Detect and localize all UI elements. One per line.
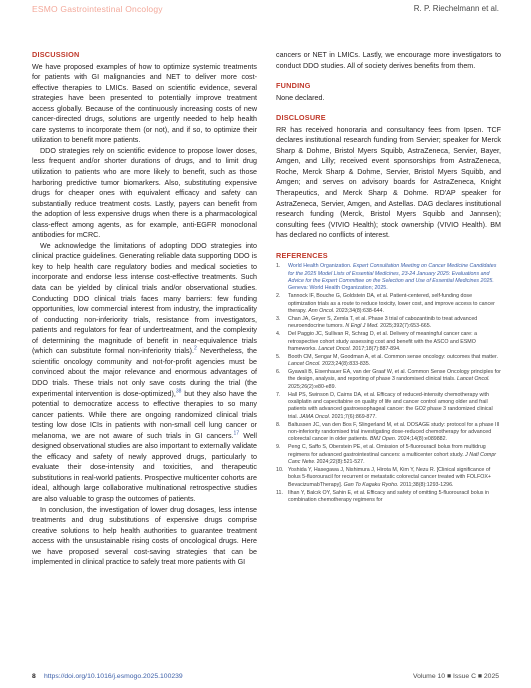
- reference-authors-title: Peng C, Saffo S, Oberstein PE, et al. Omission of 5-fluorouracil bolus from multidrug regimens for advanced gastrointestinal cancers: a multicenter cohort study.: [288, 444, 486, 458]
- reference-number: 10.: [276, 466, 284, 473]
- reference-citation: 2011;38(8):1293-1296.: [398, 481, 454, 488]
- reference-item[interactable]: [276, 467, 501, 489]
- reference-authors-title: Tannock IF, Bouche G, Goldstein DA, et al. Patient-centered, self-funding dose optimization trials as a route to reduce toxicity, lower cost, and improve access to cancer therapy.: [288, 293, 495, 314]
- reference-citation: 2023;34(8):638-644.: [334, 307, 384, 314]
- reference-item[interactable]: [276, 263, 501, 292]
- reference-authors-title: Gyawali B, Eisenhauer EA, van der Graaf W, et al. Common Sense Oncology principles for the design, analysis, and reporting of phase 3 randomised clinical trials.: [288, 369, 501, 383]
- reference-item[interactable]: [276, 331, 501, 353]
- reference-citation: 2021;7(6):869-877.: [330, 413, 377, 420]
- reference-text: [288, 316, 477, 329]
- reference-journal: JAMA Oncol.: [299, 413, 331, 420]
- journal-name: ESMO Gastrointestinal Oncology: [32, 4, 163, 14]
- reference-number: 4.: [276, 331, 281, 338]
- reference-text: [288, 467, 491, 488]
- references-heading: REFERENCES: [276, 250, 328, 260]
- reference-text: [288, 392, 493, 420]
- funding-text: None declared.: [276, 93, 325, 102]
- volume-issue: Volume 10 ■ Issue C ■ 2025: [412, 673, 499, 680]
- reference-journal: Ann Oncol.: [308, 307, 335, 314]
- disclosure-text: RR has received honoraria and consultancy fees from Ipsen. TCF declares institutional research funding from Servier; speaker for Merck Sharp & Dohme, Bristol Myers Squibb, AstraZeneca, Servier, Bayer, Amgen, and Lilly; received event sponsorships from AstraZeneca, Roche, Merck Sharp & Dohme, Servier, Bristol Myers Squibb, and Amgen; and serves on advisory boards for AstraZeneca, Knight Therapeutics, and Merck Sharp & Dohme. RD'AP speaker for AstraZeneca, Servier, Amgen, and Astellas. DAG declares institutional research funding (Merck, Bristol Myers Squibb and Jannsen); consulting fees (VIVIO Health); stock ownership (VIVIO Health). BM has declared no conflicts of interest.: [276, 125, 501, 240]
- discussion-heading: DISCUSSION: [32, 50, 80, 59]
- reference-citation: 2025;26(2):e80-e89.: [288, 383, 337, 390]
- reference-text: [288, 369, 501, 390]
- reference-text: [288, 263, 496, 291]
- left-column: [32, 50, 257, 568]
- reference-journal: Lancet Oncol.: [457, 376, 490, 383]
- reference-text: [288, 422, 499, 443]
- reference-number: 5.: [276, 353, 281, 360]
- citation-link[interactable]: 2: [193, 345, 197, 352]
- discussion-paragraph-3: [32, 241, 257, 505]
- reference-journal: Lancet Oncol.: [288, 361, 321, 368]
- reference-item[interactable]: [276, 354, 501, 369]
- reference-journal: N Engl J Med.: [345, 323, 379, 330]
- reference-authors-title: Del Paggio JC, Sullivan R, Schrag D, et al. Delivery of meaningful cancer care: a retrospective cohort study assessing cost and benefit with the ASCO and ESMO frameworks.: [288, 331, 478, 352]
- discussion-paragraph-3c-text: but they also have the potential to democratize access to effective therapies to so many cancer patients. While there are ongoing randomized clinical trials testing low dose ICIs in patients with non-small cell lung cancer or melanoma, we are not aware of such trials in GI cancers.: [32, 389, 257, 440]
- right-column: [276, 50, 501, 505]
- reference-authors-title: Yoshida Y, Hasegawa J, Nishimura J, Hirota M, Kim Y, Nezu R. [Clinical significance of bolus 5-fluorouracil for recurrent or metastatic colorectal cancer treated with FOLFOX+ BevacizumabTherapy].: [288, 466, 491, 488]
- reference-text: [288, 354, 498, 367]
- reference-number: 1.: [276, 263, 281, 270]
- discussion-paragraph-2: DDO strategies rely on scientific evidence to propose lower doses, less frequent and/or shorter durations of drugs, and to limit drug utilization to patients who are more likely to benefit, such as those harboring predictive tumor biomarkers. Also, substituting expensive drugs for cheaper ones with equivalent efficacy and safety can substantially reduce treatment costs. Lastly, payers can benefit from the adoption of less expensive drugs when there is a pharmacological class-effect among agents, as for example, anti-EGFR monoclonal antibodies for mCRC.: [32, 146, 257, 240]
- reference-citation: 2024;14(8):e089882.: [396, 436, 448, 443]
- reference-item[interactable]: [276, 444, 501, 466]
- discussion-paragraph-3-text: We acknowledge the limitations of adopting DDO strategies into clinical practice guidelines. Generating reliable data supporting DDO is key to help health care regulatory bodies and medical societies to incorporate and endorse less intense cost-effective treatments. Such data can be yielded by clinical trials and/or observational studies. Conducting DDO clinical trials faces many barriers: few funding opportunities, low commercial interest from industry, the impracticality of conducting non-inferiority trials, resistance from investigators, patients and regulators for fear of undertreatment, and the complexity of determining the magnitude of benefit in near-equivalence trials (which can substitute formal non-inferiority trials).: [32, 241, 257, 356]
- page-header: [0, 0, 531, 18]
- reference-number: 11.: [276, 489, 283, 496]
- reference-number: 6.: [276, 369, 281, 376]
- reference-text: [288, 444, 496, 465]
- reference-journal: Expert Consultation Meeting on Cancer Medicine Candidates for the 2025 Model Lists of Essential Medicines, 23-24 January 2025: Evaluations and Advice for the Expert Committee on the Selection and Use of Essential Medicines 2025.: [288, 263, 497, 284]
- reference-text: [288, 293, 495, 314]
- reference-number: 7.: [276, 391, 281, 398]
- reference-authors-title: World Health Organization.: [288, 263, 353, 270]
- reference-number: 9.: [276, 444, 281, 451]
- citation-link[interactable]: 38: [175, 388, 182, 395]
- reference-item[interactable]: [276, 316, 501, 331]
- reference-item[interactable]: [276, 490, 501, 505]
- doi-link[interactable]: https://doi.org/10.1016/j.esmogo.2025.100239: [44, 673, 183, 680]
- discussion-paragraph-1: We have proposed examples of how to optimize systemic treatments for patients with GI malignancies and NET to deliver more cost-effective therapies to LMICs. Based on scientific evidence, several strategies have been presented to potentially improve treatment access globally. Because of the continuously increasing costs of new cancer-directed drugs, solutions are urgently needed to help health care systems to incorporate them (or not), and if so, to optimize their utilization to benefit more patients.: [32, 62, 257, 145]
- page-number: 8: [32, 673, 36, 680]
- reference-journal: BMJ Open.: [369, 436, 397, 443]
- references-list: [276, 263, 501, 504]
- funding-heading: FUNDING: [276, 81, 311, 91]
- reference-authors-title: Ilhan Y, Balcık OY, Sahin E, et al. Efficacy and safety of omitting 5-fluorouracil bolus in combination chemotherapy regimens for: [288, 489, 490, 503]
- reference-citation: 2023;24(8):833-835.: [320, 361, 371, 368]
- reference-authors-title: Hall PS, Swinson D, Cairns DA, et al. Efficacy of reduced-intensity chemotherapy with oxaliplatin and capecitabine on quality of life and cancer control among older and frail patients with advanced gastroesophageal cancer: the GO2 phase 3 randomized clinical trial.: [288, 391, 493, 420]
- reference-number: 3.: [276, 315, 281, 322]
- discussion-paragraph-3d-text: Well designed observational studies are also important to externally validate the efficacy and safety of newly approved drugs, particularly to evaluate their dose-intensity and toxicities, and therapeutic substitutions in real-world patients. Prospective multicenter cohorts are ideal, although large collaborative multinational retrospective studies are also valuable to grasp the outcomes of patients.: [32, 431, 257, 503]
- reference-citation: Geneva: World Health Organization; 2025.: [288, 285, 388, 292]
- reference-citation: 2017;18(7):887-894.: [351, 345, 401, 352]
- citation-link[interactable]: 17: [233, 430, 240, 437]
- reference-item[interactable]: [276, 293, 501, 315]
- reference-number: 8.: [276, 421, 281, 428]
- reference-journal: Gan To Kagaku Ryoho.: [343, 481, 399, 488]
- reference-authors-title: Booth CM, Sengar M, Goodman A, et al. Common sense oncology: outcomes that matter.: [288, 353, 498, 360]
- reference-item[interactable]: [276, 392, 501, 421]
- discussion-paragraph-4: In conclusion, the investigation of lower drug dosages, less intense treatments and drug substitutions of expensive drugs comprise creative solutions to help health authorities to guarantee treatment access with the unsustainable rising costs of oncological drugs. Here we have proposed several cost-saving strategies that can be implemented in clinical practice to safely treat more patients with GI: [32, 505, 257, 567]
- reference-text: [288, 490, 489, 503]
- reference-citation: 2024;22(8):521-527.: [315, 458, 365, 465]
- reference-journal: Lancet Oncol.: [318, 345, 352, 352]
- reference-authors-title: Chan JA, Geyer S, Zemla T, et al. Phase 3 trial of cabozantinib to treat advanced neuroendocrine tumors.: [288, 315, 478, 330]
- page-footer: [32, 673, 499, 683]
- running-authors: R. P. Riechelmann et al.: [413, 4, 499, 13]
- reference-journal: J Natl Compr Canc Netw.: [288, 451, 497, 465]
- reference-citation: 2025;392(7):653-665.: [378, 323, 432, 330]
- reference-text: [288, 331, 477, 352]
- reference-authors-title: Baltussen JC, van den Bos F, Slingerland M, et al. DOSAGE study: protocol for a phase III non-inferiority randomised trial investigating dose-reduced chemotherapy for advanced colorectal cancer in older patients.: [288, 421, 500, 443]
- discussion-paragraph-3b-text: Nevertheless, the scientific oncology community and not-for-profit agencies must be convinced about the major relevance and enormous advantages of DDO trials. These trials not only save costs during the trial (the experimental intervention is dose-optimized),: [32, 347, 257, 398]
- disclosure-heading: DISCLOSURE: [276, 113, 326, 123]
- reference-item[interactable]: [276, 422, 501, 444]
- discussion-continuation: cancers or NET in LMICs. Lastly, we encourage more investigators to conduct DDO studies. All of society derives benefits from them.: [276, 51, 501, 70]
- reference-number: 2.: [276, 293, 281, 300]
- reference-item[interactable]: [276, 369, 501, 391]
